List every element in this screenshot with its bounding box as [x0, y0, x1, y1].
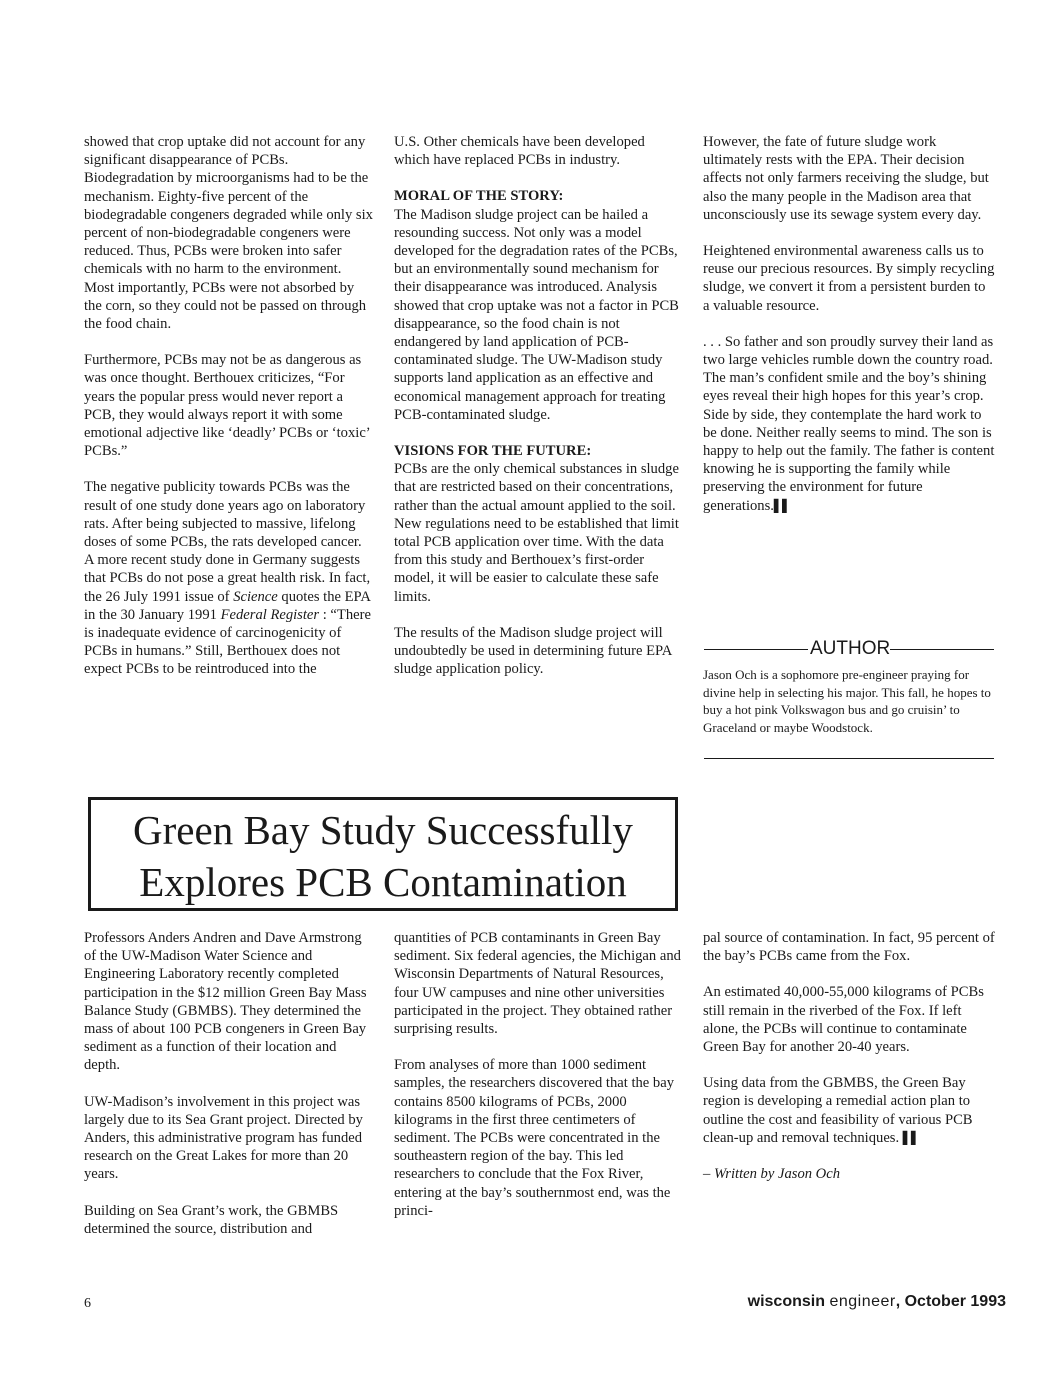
visions-section — [394, 442, 684, 606]
headline-line-2: Explores PCB Contamination — [139, 859, 627, 905]
text-run: : “There is inadequate evidence of carcinogenicity of PCBs in humans.” Still, Berthouex does not expect PCBs to be reintroduced into the — [84, 606, 371, 678]
paragraph: An estimated 40,000-55,000 kilograms of PCBs still remain in the riverbed of the Fox. If left alone, the PCBs will continue to contaminate Green Bay for another 20-40 years. — [703, 984, 984, 1056]
paragraph: showed that crop uptake did not account for any significant disappearance of PCBs. Biodegradation by microorganisms had to be the mechanism. Eighty-five percent of the biodegradable congeners degraded while only six percent of non-biodegradable congeners were reduced. Thus, PCBs were broken into safer chemicals with no harm to the environment. Most importantly, PCBs were not absorbed by the corn, so they could not be passed on through the food chain. — [84, 134, 373, 333]
bottom-article-column-1 — [84, 929, 376, 1238]
paragraph: U.S. Other chemicals have been developed which have replaced PCBs in industry. — [394, 134, 645, 169]
top-article-column-2 — [394, 133, 684, 678]
top-article-column-1 — [84, 133, 374, 679]
top-article-column-3 — [703, 133, 995, 515]
paragraph: The results of the Madison sludge project will undoubtedly be used in determining future EPA sludge application policy. — [394, 624, 672, 678]
text-run: quotes the EPA in the 30 January 1991 — [84, 588, 371, 623]
section-heading-moral: MORAL OF THE STORY: — [394, 188, 564, 205]
paragraph: From analyses of more than 1000 sediment samples, the researchers discovered that the bay contains 8500 kilograms of PCBs, 2000 kilograms in the first three centimeters of sediment. The PCBs were concentrated in the southeastern region of the bay. This led researchers to conclude that the Fox River, entering at the bay’s southernmost end, was the princi- — [394, 1057, 675, 1219]
text-run: . . . So father and son proudly survey their land as two large vehicles rumble down the country road. The man’s confident smile and the boy’s shining eyes reveal their high hopes for this year’s crop. Side by side, they contemplate the hard work to be done. Neither really seems to mind. The son is happy to help out the family. The father is content knowing he is supporting the family while preserving the environment for future generations. — [703, 333, 995, 514]
journal-title-science: Science — [233, 588, 278, 605]
author-bio: Jason Och is a sophomore pre-engineer praying for divine help in selecting his major. This fall, he hopes to buy a hot pink Volkswagon bus and go cruisin’ to Graceland or maybe Woodstock. — [703, 667, 991, 735]
paragraph: Professors Anders Andren and Dave Armstrong of the UW-Madison Water Science and Engineering Laboratory recently completed participation in the $12 million Green Bay Mass Balance Study (GBMBS). They determined the mass of about 100 PCB congeners in Green Bay sediment as a function of their location and depth. — [84, 930, 367, 1074]
paragraph: However, the fate of future sludge work ultimately rests with the EPA. Their decision affects not only farmers receiving the sludge, but also the many people in the Madison area that unconsciously use its sewage system every day. — [703, 134, 989, 223]
author-label: AUTHOR — [810, 638, 891, 659]
divider — [704, 649, 808, 650]
text-run: The negative publicity towards PCBs was the result of one study done years ago on laboratory rats. After being subjected to massive, lifelong doses of some PCBs, the rats developed cancer. A more recent study done in Germany suggests that PCBs do not pose a great health risk. In fact, the 26 July 1991 issue of — [84, 479, 371, 605]
divider — [890, 649, 994, 650]
bottom-article-column-3 — [703, 929, 995, 1183]
paragraph: The Madison sludge project can be hailed a resounding success. Not only was a model developed for the degradation rates of the PCBs, but an environmentally sound mechanism for their disappearance was introduced. Analysis showed that crop uptake was not a factor in PCB disappearance, so the food chain is not endangered by land application of PCB-contaminated sludge. The UW-Madison study supports land application as an effective and economical management approach for treating PCB-contaminated sludge. — [394, 206, 679, 423]
paragraph: UW-Madison’s involvement in this project was largely due to its Sea Grant project. Directed by Anders, this administrative program has funded research on the Great Lakes for more than 20 years. — [84, 1093, 363, 1183]
bottom-article-column-2 — [394, 929, 686, 1220]
magazine-name: wisconsin — [747, 1293, 825, 1310]
headline-line-1: Green Bay Study Successfully — [133, 807, 633, 853]
page-number: 6 — [84, 1296, 91, 1311]
paragraph — [703, 333, 995, 515]
paragraph — [703, 1074, 995, 1147]
journal-title-federal-register: Federal Register — [220, 606, 320, 623]
end-of-article-icon: ▌▌ — [773, 498, 791, 513]
end-of-article-icon: ▌▌ — [902, 1130, 920, 1145]
paragraph: Furthermore, PCBs may not be as dangerous as was once thought. Berthouex criticizes, “For years the popular press would never report a PCB, they would always report it with some emotional adjective like ‘deadly’ PCBs or ‘toxic’ PCBs.” — [84, 352, 370, 460]
section-heading-visions: VISIONS FOR THE FUTURE: — [394, 443, 592, 460]
author-box-title — [704, 637, 994, 661]
paragraph: quantities of PCB contaminants in Green Bay sediment. Six federal agencies, the Michigan and Wisconsin Departments of Natural Resources, four UW campuses and nine other universities participated in the project. They obtained rather surprising results. — [394, 930, 681, 1038]
text-run: Using data from the GBMBS, the Green Bay region is developing a remedial action plan to outline the cost and feasibility of various PCB clean-up and removal techniques. — [703, 1075, 973, 1146]
divider — [704, 758, 994, 759]
article-headline — [88, 804, 678, 908]
paragraph: Building on Sea Grant’s work, the GBMBS determined the source, distribution and — [84, 1202, 339, 1237]
paragraph — [84, 478, 374, 678]
paragraph: pal source of contamination. In fact, 95 percent of the bay’s PCBs came from the Fox. — [703, 930, 995, 965]
magazine-footer — [736, 1293, 1006, 1311]
magazine-date: , October 1993 — [895, 1293, 1006, 1310]
paragraph: PCBs are the only chemical substances in sludge that are restricted based on their concentrations, rather than the actual amount applied to the soil. New regulations need to be established that limit total PCB application over time. With the data from this study and Berthouex’s first-order model, it will be easier to calculate these safe limits. — [394, 461, 679, 605]
moral-section — [394, 187, 684, 424]
byline: – Written by Jason Och — [703, 1166, 840, 1183]
paragraph: Heightened environmental awareness calls us to reuse our precious resources. By simply recycling sludge, we convert it from a persistent burden to a valuable resource. — [703, 243, 995, 314]
magazine-name-engineer: engineer — [829, 1293, 896, 1310]
